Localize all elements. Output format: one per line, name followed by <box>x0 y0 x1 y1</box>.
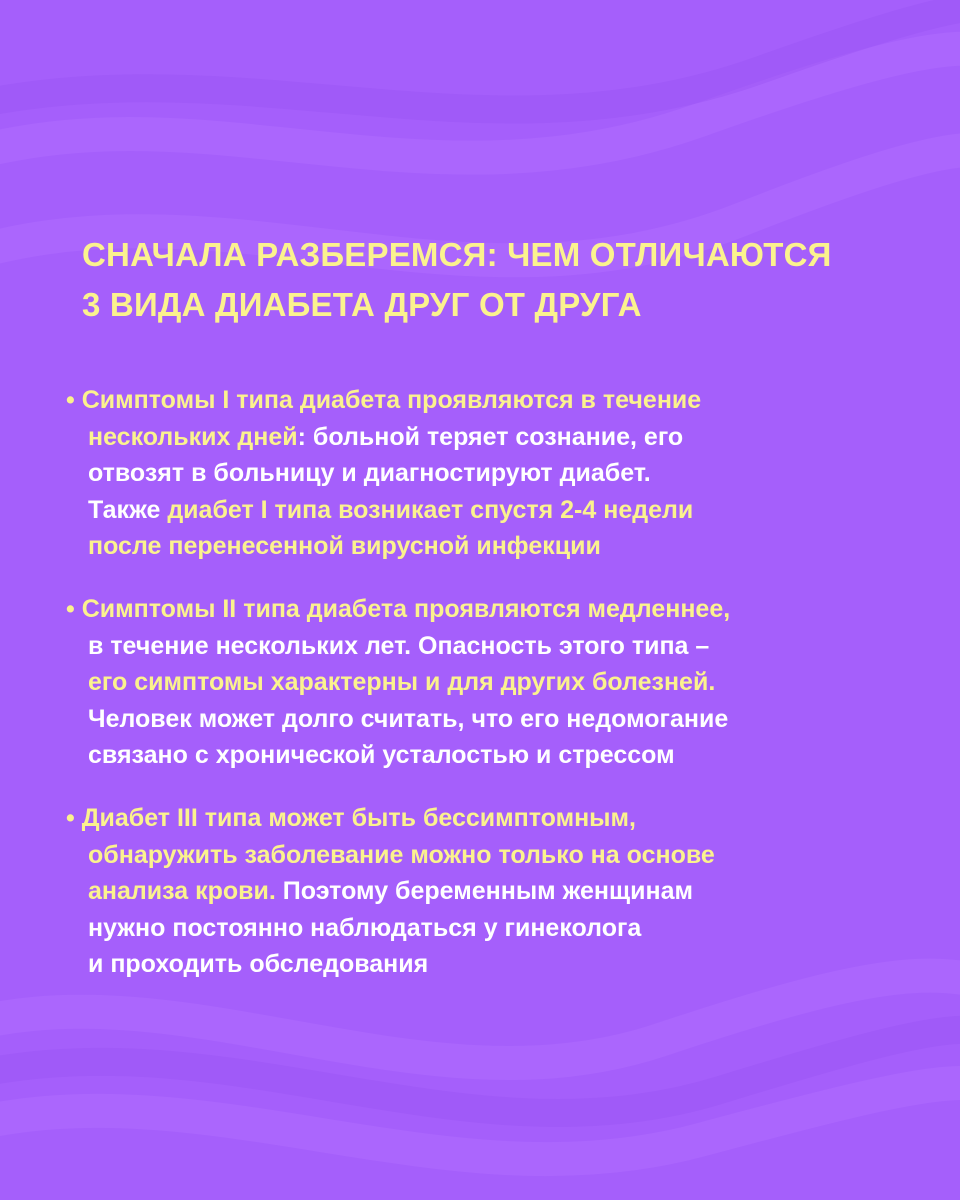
bullet-3-line-5 <box>66 946 886 983</box>
bullet-text-segment: и проходить обследования <box>88 950 429 978</box>
bullet-3-line-1 <box>66 800 886 837</box>
bullet-type-2 <box>66 591 886 774</box>
bullet-2-line-5 <box>66 737 886 774</box>
bullet-type-3 <box>66 800 886 983</box>
bullet-text-segment: Также <box>88 495 168 524</box>
bullet-2-line-3 <box>66 664 886 701</box>
bullet-text-segment: Диабет III типа может быть бессимптомным, <box>81 804 636 832</box>
bullet-1-line-2 <box>66 419 886 456</box>
bullet-2-line-4 <box>66 701 886 738</box>
bullet-3-line-2 <box>66 837 886 874</box>
bullet-1-line-5 <box>66 528 886 565</box>
bullet-3-line-3 <box>66 873 886 910</box>
bullet-text-segment: после перенесенной вирусной инфекции <box>88 532 601 560</box>
bullet-marker: • <box>66 386 82 414</box>
bullet-1-line-4 <box>66 492 886 529</box>
bullet-text-segment: анализа крови. <box>88 877 276 905</box>
title-line-1: СНАЧАЛА РАЗБЕРЕМСЯ: ЧЕМ ОТЛИЧАЮТСЯ <box>82 236 832 273</box>
title-line-2: 3 ВИДА ДИАБЕТА ДРУГ ОТ ДРУГА <box>82 286 642 323</box>
bullet-type-1 <box>66 382 886 565</box>
bullet-text-segment: : больной теряет сознание, его <box>297 422 684 451</box>
bullet-text-segment: нескольких дней <box>88 422 298 451</box>
bullet-marker: • <box>66 804 82 832</box>
slide-title <box>82 230 882 330</box>
bullet-text-segment: Симптомы I типа диабета проявляются в течение <box>81 386 702 414</box>
bullet-text-segment: нужно постоянно наблюдаться у гинеколога <box>88 913 642 942</box>
bullet-2-line-1 <box>66 591 886 628</box>
bullet-1-line-1 <box>66 382 886 419</box>
bullet-text-segment: Симптомы II типа диабета проявляются медленнее, <box>81 595 731 623</box>
bullet-text-segment: Поэтому беременным женщинам <box>275 877 693 905</box>
bullet-text-segment: связано с хронической усталостью и стрессом <box>88 741 675 769</box>
bullet-text-segment: диабет I типа возникает спустя 2-4 недели <box>167 495 694 524</box>
bullet-text-segment: его симптомы характерны и для других болезней. <box>88 668 716 696</box>
bullet-marker: • <box>66 595 82 623</box>
bullet-2-line-2 <box>66 628 886 665</box>
bullet-text-segment: отвозят в больницу и диагностируют диабет. <box>88 459 651 487</box>
bullet-text-segment: Человек может долго считать, что его недомогание <box>88 704 729 733</box>
bullet-1-line-3 <box>66 455 886 492</box>
bullet-text-segment: обнаружить заболевание можно только на основе <box>88 840 715 869</box>
bullet-3-line-4 <box>66 910 886 947</box>
bullet-text-segment: в течение нескольких лет. Опасность этого типа – <box>88 631 710 660</box>
